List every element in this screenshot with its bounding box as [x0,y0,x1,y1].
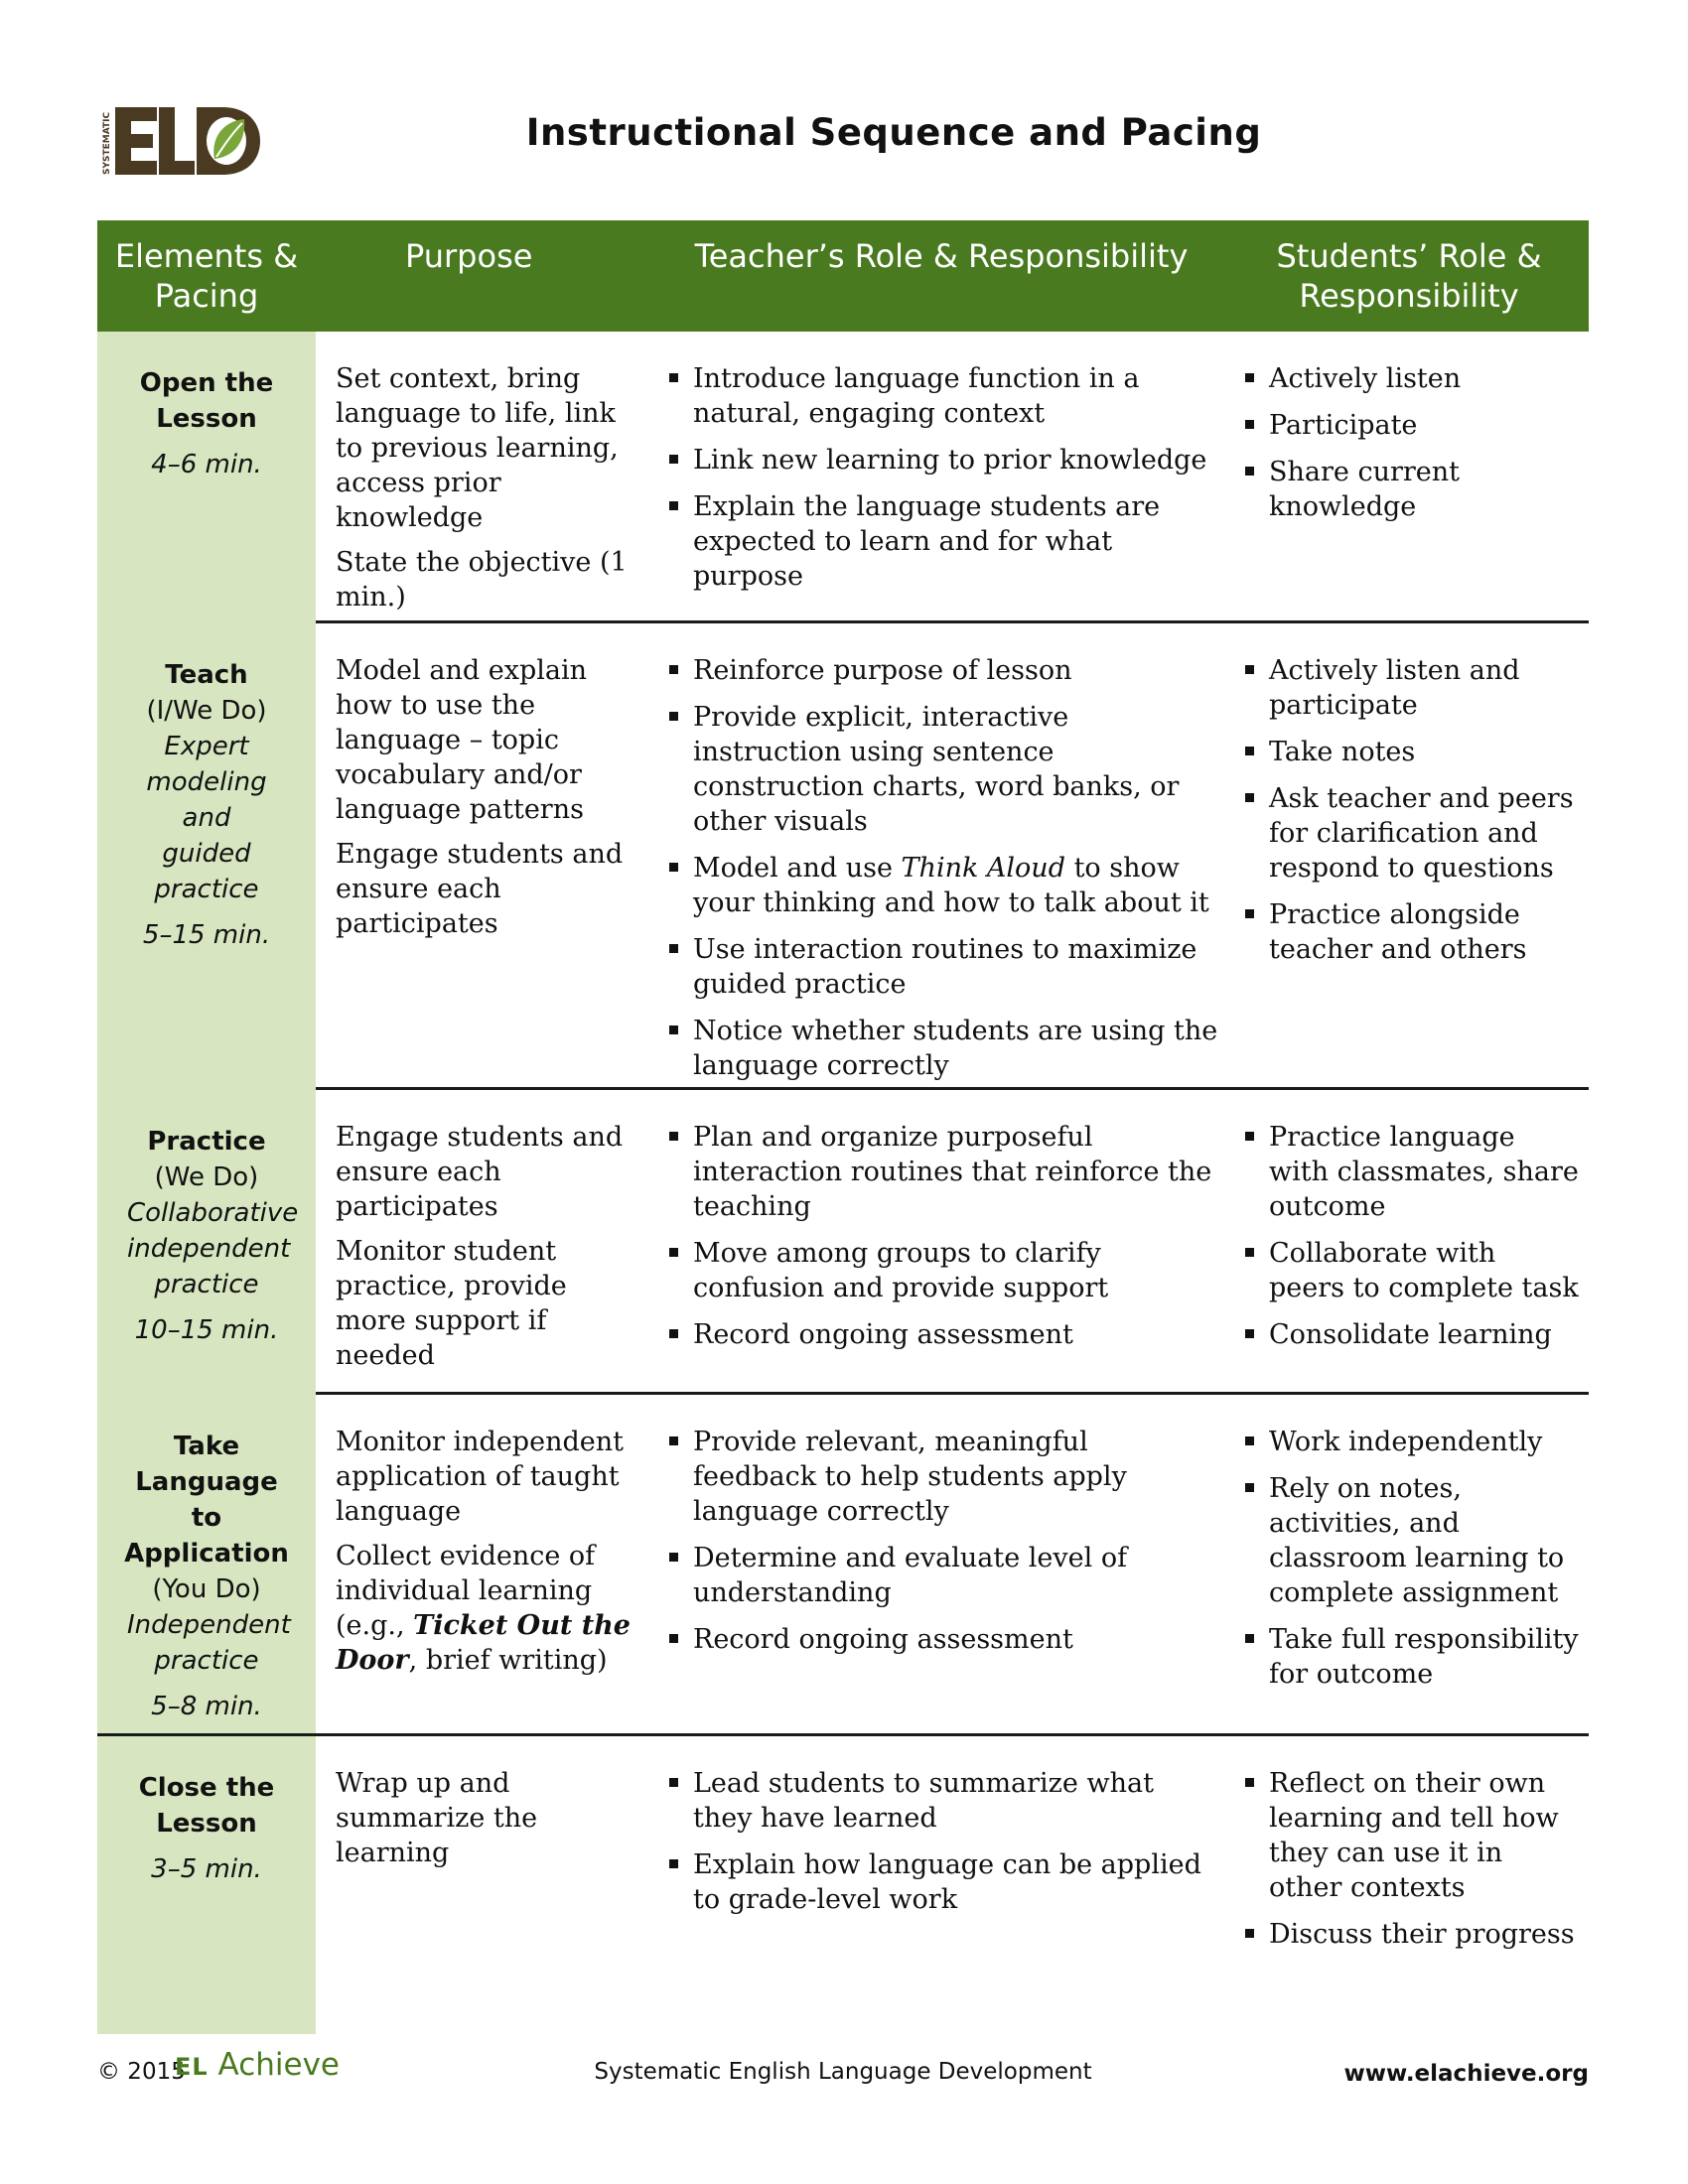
document-title: Instructional Sequence and Pacing [525,111,1262,154]
purpose-cell [316,1395,653,1733]
list-item: Share current knowledge [1241,455,1579,524]
element-time: 5–8 min. [151,1692,262,1721]
element-cell [97,332,316,644]
purpose-cell [316,332,653,644]
header-teacher-role: Teacher’s Role & Responsibility [694,237,1189,275]
purpose-cell [316,1736,653,2034]
purpose-cell [316,623,653,1115]
element-time: 5–15 min. [142,920,271,950]
list-item: Link new learning to prior knowledge [665,443,1219,478]
teacher-cell [653,623,1229,1115]
page-footer [97,2047,1589,2093]
header-students-role: Students’ Role & Responsibility [1276,237,1542,315]
list-item: Use interaction routines to maximize guided practice [665,932,1219,1002]
table-header [97,220,1589,332]
teacher-cell [653,332,1229,644]
purpose-text: Engage students and ensure each participates [336,839,624,939]
purpose-text: Wrap up and summarize the learning [336,1768,538,1868]
list-item: Take notes [1241,735,1579,769]
students-cell [1229,623,1589,1115]
students-cell [1229,1395,1589,1733]
purpose-text: Collect evidence of individual learning (e.g., Ticket Out the Door, brief writing) [336,1541,631,1676]
list-item: Move among groups to clarify confusion and provide support [665,1236,1219,1305]
element-cell [97,623,316,1115]
students-cell [1229,332,1589,644]
list-item: Provide relevant, meaningful feedback to help students apply language correctly [665,1425,1219,1529]
purpose-text: Monitor independent application of taught language [336,1427,624,1527]
header-purpose: Purpose [405,237,533,275]
teacher-cell [653,1395,1229,1733]
purpose-text: Set context, bring language to life, link to previous learning, access prior knowledge [336,363,619,533]
list-item: Rely on notes, activities, and classroom learning to complete assignment [1241,1471,1579,1610]
teacher-cell [653,1736,1229,2034]
element-name: Teach [165,660,248,690]
list-item: Record ongoing assessment [665,1622,1219,1657]
table-row [97,1736,1589,2034]
list-item: Ask teacher and peers for clarification and respond to questions [1241,781,1579,886]
header-elements-pacing: Elements & Pacing [114,237,299,315]
list-item: Notice whether students are using the language correctly [665,1014,1219,1083]
list-item: Plan and organize purposeful interaction routines that reinforce the teaching [665,1120,1219,1224]
list-item: Participate [1241,408,1579,443]
element-name: Open the Lesson [139,368,274,434]
element-cell [97,1090,316,1403]
list-item: Consolidate learning [1241,1317,1579,1352]
list-item: Collaborate with peers to complete task [1241,1236,1579,1305]
list-item: Record ongoing assessment [665,1317,1219,1352]
purpose-text: Model and explain how to use the language – topic vocabulary and/or language patterns [336,655,587,825]
element-mode: Expert modeling and guided practice [146,732,267,904]
table-row [97,332,1589,623]
footer-title: Systematic English Language Development [594,2059,1092,2085]
element-time: 4–6 min. [151,450,262,479]
element-mode: Collaborative independent practice [127,1198,299,1299]
table-row [97,623,1589,1090]
logo-vertical-text: SYSTEMATIC [102,111,112,175]
students-cell [1229,1090,1589,1403]
brand-name: Achieve [217,2047,341,2083]
list-item: Explain the language students are expected to learn and for what purpose [665,489,1219,594]
list-item: Practice alongside teacher and others [1241,897,1579,967]
purpose-text: Monitor student practice, provide more support if needed [336,1236,567,1371]
list-item: Actively listen [1241,361,1579,396]
students-cell [1229,1736,1589,2034]
list-item: Introduce language function in a natural, engaging context [665,361,1219,431]
element-cell [97,1736,316,2034]
emphasized-phrase: Ticket Out the Door [336,1610,631,1676]
list-item: Provide explicit, interactive instruction using sentence construction charts, word banks, or other visuals [665,700,1219,839]
teacher-cell [653,1090,1229,1403]
list-item: Reinforce purpose of lesson [665,653,1219,688]
element-subtitle: (We Do) [154,1162,259,1192]
element-time: 3–5 min. [151,1854,262,1884]
emphasized-phrase: Think Aloud [901,853,1065,884]
list-item: Actively listen and participate [1241,653,1579,723]
element-subtitle: (You Do) [152,1574,261,1604]
website-link[interactable]: www.elachieve.org [1343,2061,1589,2087]
element-mode: Independent practice [127,1610,291,1676]
list-item: Explain how language can be applied to grade-level work [665,1847,1219,1917]
element-name: Close the Lesson [138,1773,275,1839]
purpose-text: State the objective (1 min.) [336,547,628,613]
element-time: 10–15 min. [134,1315,279,1345]
element-name: Take Language to Application [124,1432,289,1569]
purpose-cell [316,1090,653,1403]
table-row [97,1395,1589,1736]
brand-prefix: EL [175,2053,209,2081]
element-cell [97,1395,316,1733]
element-name: Practice [147,1127,266,1157]
purpose-text: Engage students and ensure each participates [336,1122,624,1222]
copyright: © 2015 [97,2059,186,2085]
list-item: Reflect on their own learning and tell how they can use it in other contexts [1241,1766,1579,1905]
element-subtitle: (I/We Do) [146,696,267,726]
list-item: Practice language with classmates, share outcome [1241,1120,1579,1224]
table-row [97,1090,1589,1395]
list-item: Discuss their progress [1241,1917,1579,1952]
list-item: Work independently [1241,1425,1579,1459]
list-item: Model and use Think Aloud to show your thinking and how to talk about it [665,851,1219,920]
pacing-table [97,220,1589,2034]
list-item: Take full responsibility for outcome [1241,1622,1579,1692]
list-item: Determine and evaluate level of understanding [665,1541,1219,1610]
list-item: Lead students to summarize what they have learned [665,1766,1219,1836]
